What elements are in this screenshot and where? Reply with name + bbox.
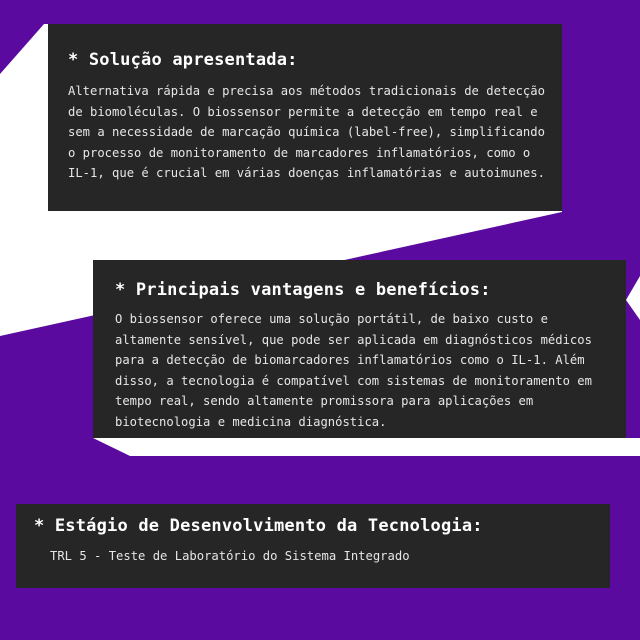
development-stage-text: TRL 5 - Teste de Laboratório do Sistema Integrado [50, 549, 410, 563]
solution-text: Alternativa rápida e precisa aos métodos tradicionais de detecção de biomoléculas. O biossensor permite a detecção em tempo real e sem a necessidade de marcação química (label-free), simplificando o processo de monitoramento de marcadores inflamatórios, como o IL-1, que é crucial em várias doenças inflamatórias e autoimunes. [68, 84, 545, 180]
white-band-middle [93, 438, 640, 456]
advantages-title: * Principais vantagens e benefícios: [115, 280, 491, 300]
solution-section [48, 24, 562, 211]
advantages-section [93, 260, 626, 438]
solution-title: * Solução apresentada: [68, 50, 298, 70]
development-stage-title: * Estágio de Desenvolvimento da Tecnologia: [34, 516, 483, 536]
advantages-text: O biossensor oferece uma solução portátil, de baixo custo e altamente sensível, que pode ser aplicada em diagnósticos médicos para a detecção de biomarcadores inflamatórios como o IL-1. Além disso, a tecnologia é compatível com sistemas de monitoramento em tempo real, sendo altamente promissora para aplicações em biotecnologia e medicina diagnóstica. [115, 312, 592, 429]
development-stage-section [16, 504, 610, 588]
white-corner-right [626, 276, 640, 320]
